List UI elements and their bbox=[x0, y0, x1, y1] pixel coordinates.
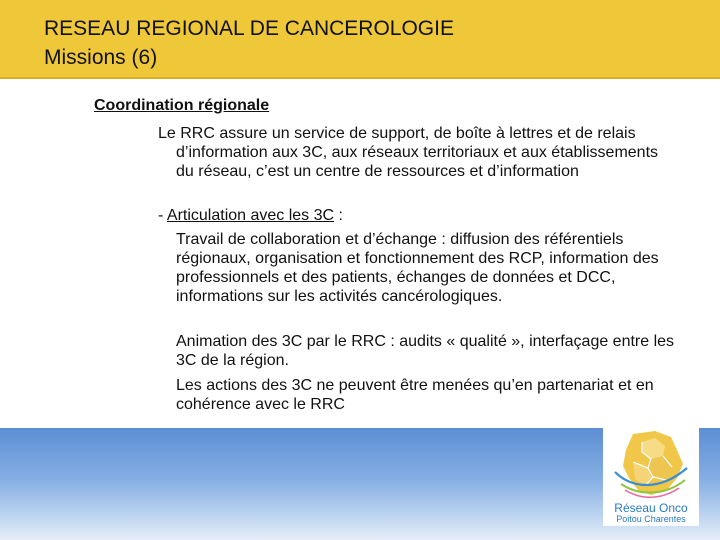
paragraph-partnership: Les actions des 3C ne peuvent être menées qu’en partenariat et en cohérence avec le RRC bbox=[176, 377, 654, 413]
bullet-suffix: : bbox=[334, 207, 343, 224]
reseau-onco-logo bbox=[603, 428, 699, 526]
slide-title bbox=[44, 14, 454, 72]
paragraph-collaboration: Travail de collaboration et d’échange : diffusion des référentiels régionaux, organisation et fonctionnement des RCP, information des professionnels et des patients, échanges de données et DCC, informations sur les activités cancérologiques. bbox=[176, 231, 659, 305]
bullet-articulation-label: Articulation avec les 3C bbox=[166, 207, 335, 224]
logo-name: Réseau Onco bbox=[614, 501, 688, 515]
paragraph-support-service: Le RRC assure un service de support, de boîte à lettres et de relais d’information aux 3C, aux réseaux territoriaux et aux établissements du réseau, c’est un centre de ressources et d’information bbox=[158, 125, 659, 180]
bullet-articulation bbox=[158, 206, 343, 225]
slide-title-line2: Missions (6) bbox=[44, 46, 158, 69]
bullet-prefix: - bbox=[158, 207, 167, 224]
header-divider bbox=[0, 77, 720, 79]
slide-title-line1: RESEAU REGIONAL DE CANCEROLOGIE bbox=[44, 17, 454, 40]
region-map-icon bbox=[611, 428, 691, 502]
logo-region: Poitou Charentes bbox=[616, 514, 686, 524]
section-heading: Coordination régionale bbox=[94, 97, 270, 114]
paragraph-animation: Animation des 3C par le RRC : audits « qualité », interfaçage entre les 3C de la région. bbox=[176, 333, 675, 369]
